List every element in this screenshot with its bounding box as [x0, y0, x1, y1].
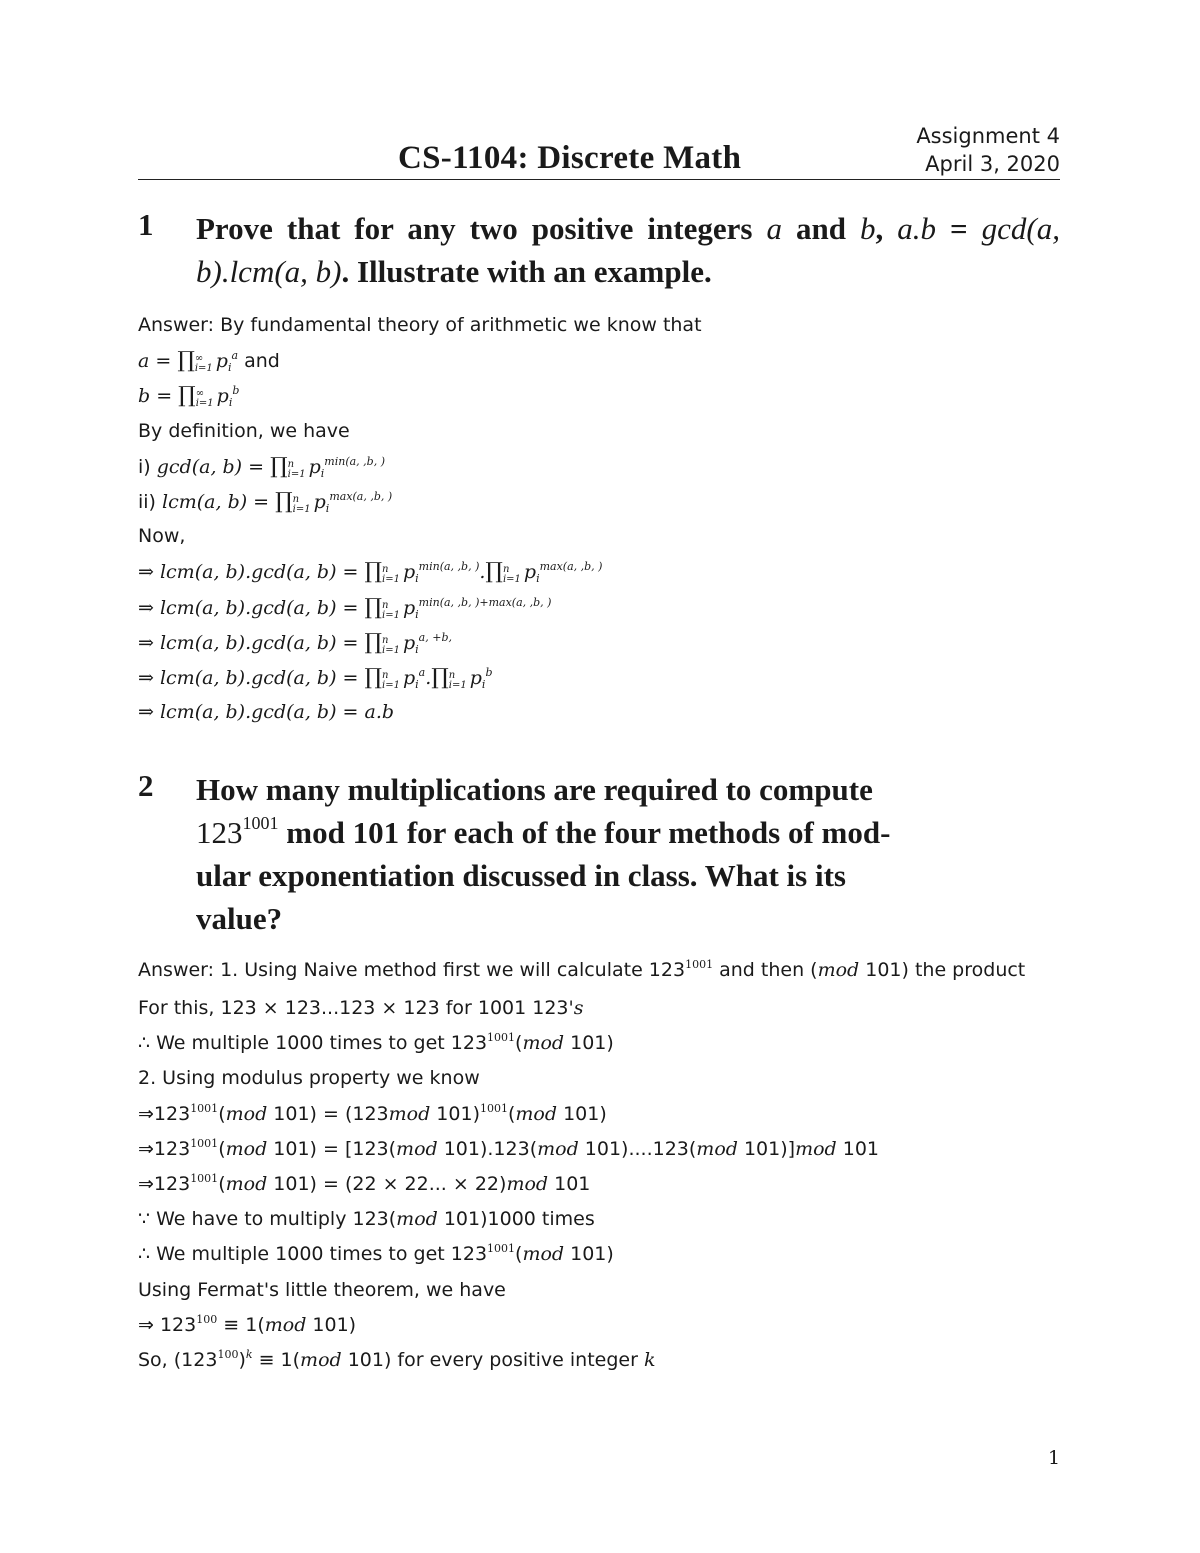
math-exp: 1001: [190, 1101, 219, 1115]
math-lhs: b =: [138, 385, 179, 408]
heading-line: [196, 811, 1060, 854]
answer-text: 101) = [123(: [267, 1137, 397, 1160]
heading-exp: 1001: [242, 813, 279, 833]
page-number: 1: [1048, 1447, 1061, 1469]
answer-text: ⇒123: [138, 1137, 191, 1160]
math-p: p: [469, 666, 482, 689]
limit-top: n: [382, 669, 389, 681]
math-p: p: [215, 350, 228, 373]
answer-text: (: [218, 1102, 226, 1125]
answer-text: ⇒ 123: [138, 1313, 197, 1336]
answer-line: [138, 1237, 1060, 1272]
answer-text: Answer: 1. Using Naive method first we will calculate 123: [138, 959, 686, 981]
math-sub: i: [415, 642, 419, 656]
answer-text: ∴ We multiple 1000 times to get 123: [138, 1032, 488, 1055]
math-exp: a, +b,: [418, 630, 452, 644]
math-italic: k: [643, 1348, 656, 1371]
math-rhs: a.b: [364, 701, 395, 724]
math-exp: b: [485, 665, 493, 679]
heading-expr-ab: a.b: [897, 211, 936, 246]
header-meta: [916, 122, 1060, 178]
limit-bottom: i=1: [448, 679, 467, 691]
answer-text: So, (123: [138, 1348, 218, 1371]
answer-line: [138, 1132, 1060, 1167]
header-rule: [138, 179, 1060, 180]
section-2-number: 2: [138, 768, 154, 803]
math-lhs: gcd(a, b) =: [156, 455, 271, 478]
math-lhs: lcm(a, b).gcd(a, b) =: [159, 596, 365, 619]
answer-line: [138, 1061, 1060, 1096]
implies-arrow: ⇒: [138, 561, 160, 584]
product-symbol: ∏: [270, 453, 288, 479]
math-p: p: [402, 631, 416, 654]
answer-text: and: [238, 350, 280, 373]
answer-text: and then (: [713, 959, 818, 981]
answer-text: (: [515, 1243, 523, 1266]
answer-line: By definition, we have: [138, 419, 350, 442]
answer-line: [138, 590, 1060, 625]
math-p: p: [308, 455, 321, 478]
math-p: p: [402, 666, 416, 689]
section-1-number: 1: [138, 207, 154, 242]
product-limits: [382, 636, 400, 656]
implies-arrow: ⇒: [138, 666, 160, 689]
answer-line: [138, 660, 1060, 695]
answer-line: [138, 695, 1060, 730]
product-symbol: ∏: [177, 348, 195, 374]
math-sub: i: [415, 572, 419, 586]
math-sub: i: [228, 396, 233, 410]
math-italic: 's: [568, 997, 584, 1019]
answer-line: [138, 449, 1060, 484]
math-dot: .: [425, 666, 432, 689]
math-exp: min(a, ,b, )+max(a, ,b, ): [418, 595, 552, 609]
answer-text: ≡ 1(: [252, 1348, 301, 1371]
answer-line: [138, 378, 1060, 413]
implies-arrow: ⇒: [138, 596, 160, 619]
answer-line: [138, 1308, 1060, 1343]
answer-text: For this, 123 × 123...123 × 123 for 1001 123: [138, 997, 569, 1019]
answer-text: ≡ 1(: [217, 1313, 265, 1336]
math-lhs: lcm(a, b).gcd(a, b) =: [159, 631, 365, 654]
limit-top: n: [287, 458, 295, 470]
math-italic: mod: [522, 1032, 565, 1055]
answer-line: [138, 625, 1060, 660]
math-italic: mod: [225, 1137, 268, 1160]
math-sub: i: [227, 361, 232, 375]
math-lhs: a =: [138, 350, 178, 373]
math-exp: max(a, ,b, ): [539, 560, 603, 574]
heading-line: ular exponentiation discussed in class. What is its: [196, 858, 846, 893]
math-exp: 100: [217, 1347, 239, 1361]
section-1-heading: [196, 207, 1060, 293]
math-exp: 1001: [685, 958, 714, 971]
answer-text: ∵ We have to multiply 123(: [138, 1208, 397, 1231]
answer-line: [138, 484, 1060, 519]
answer-line: [138, 991, 1060, 1026]
math-sub: i: [320, 466, 325, 480]
answer-text: 101: [548, 1172, 591, 1195]
answer-text: 101): [564, 1032, 614, 1055]
math-lhs: lcm(a, b).gcd(a, b) =: [159, 701, 365, 724]
answer-text: 2. Using modulus property we know: [138, 1067, 480, 1090]
heading-var-a: a: [766, 211, 782, 246]
answer-text: 101) = (22 × 22... × 22): [267, 1172, 507, 1195]
heading-text: ,: [875, 211, 898, 246]
answer-text: (: [507, 1102, 516, 1125]
answer-line: Now,: [138, 525, 186, 548]
math-italic: mod: [396, 1208, 438, 1231]
heading-text: and: [781, 211, 860, 246]
product-symbol: ∏: [485, 559, 503, 585]
answer-line: [138, 1097, 1060, 1132]
math-p: p: [313, 490, 326, 513]
answer-text: (: [218, 1137, 226, 1160]
answer-text: ⇒123: [138, 1102, 191, 1125]
answer-text: 101): [557, 1102, 607, 1125]
answer-text: Using Fermat's little theorem, we have: [138, 1278, 506, 1301]
math-italic: mod: [396, 1137, 438, 1160]
product-symbol: ∏: [364, 629, 383, 655]
answer-text: 101: [836, 1137, 879, 1160]
limit-bottom: i=1: [194, 363, 213, 375]
limit-bottom: i=1: [382, 644, 400, 656]
math-sub: i: [415, 677, 419, 691]
limit-bottom: i=1: [502, 574, 521, 586]
limit-bottom: i=1: [382, 574, 400, 586]
limit-bottom: i=1: [195, 398, 214, 410]
math-exp: 1001: [190, 1136, 219, 1150]
answer-text: 101)1000 times: [437, 1208, 595, 1231]
product-limits: [288, 460, 306, 480]
product-symbol: ∏: [178, 383, 196, 409]
product-symbol: ∏: [364, 594, 383, 620]
math-italic: mod: [522, 1243, 565, 1266]
product-limits: [293, 495, 311, 515]
math-sub: i: [536, 572, 540, 586]
answer-line: [138, 1273, 1060, 1308]
answer-text: (: [218, 1172, 226, 1195]
math-sub: i: [415, 607, 419, 621]
math-italic: mod: [537, 1137, 579, 1160]
limit-top: n: [382, 634, 389, 646]
section-2-answer: [138, 956, 1060, 1378]
section-1: [138, 207, 1060, 293]
product-symbol: ∏: [275, 488, 293, 514]
answer-line: [138, 343, 1060, 378]
math-sub: i: [481, 677, 486, 691]
limit-top: n: [382, 599, 389, 611]
answer-line: [138, 1167, 1060, 1202]
limit-bottom: i=1: [287, 468, 306, 480]
math-dot: .: [479, 561, 486, 584]
product-symbol: ∏: [431, 664, 449, 690]
math-exp: max(a, ,b, ): [329, 489, 393, 503]
math-italic: mod: [388, 1102, 431, 1125]
limit-top: n: [292, 493, 300, 505]
math-italic: mod: [515, 1102, 558, 1125]
math-exp: 100: [196, 1312, 218, 1326]
assignment-label: Assignment 4: [916, 124, 1060, 148]
product-limits: [382, 565, 400, 585]
math-italic: mod: [817, 959, 860, 981]
heading-line: How many multiplications are required to compute: [196, 772, 873, 807]
math-p: p: [523, 561, 537, 584]
implies-arrow: ⇒: [138, 631, 160, 654]
answer-line: [138, 1343, 1060, 1378]
answer-text: 101): [430, 1102, 480, 1125]
answer-text: ∴ We multiple 1000 times to get 123: [138, 1243, 488, 1266]
math-exp: 1001: [487, 1242, 516, 1256]
answer-text: 101).123(: [437, 1137, 538, 1160]
section-2: [138, 768, 1060, 940]
answer-text: i): [138, 455, 157, 478]
heading-base: 123: [196, 815, 243, 850]
product-limits: [503, 565, 521, 585]
math-exp: min(a, ,b, ): [324, 454, 385, 468]
math-italic: mod: [795, 1137, 837, 1160]
answer-text: 101): [306, 1313, 357, 1336]
limit-top: ∞: [194, 353, 204, 365]
answer-text: ): [238, 1348, 246, 1371]
course-title: CS-1104: Discrete Math: [398, 140, 742, 176]
answer-text: 101)....123(: [578, 1137, 697, 1160]
math-italic: mod: [696, 1137, 738, 1160]
math-exp: 1001: [190, 1171, 219, 1185]
math-p: p: [402, 561, 416, 584]
answer-text: ⇒123: [138, 1172, 191, 1195]
answer-line: [138, 1026, 1060, 1061]
answer-line: [138, 956, 1060, 985]
math-p: p: [402, 596, 416, 619]
limit-top: n: [502, 564, 510, 576]
answer-text: 101)]: [737, 1137, 796, 1160]
limit-top: ∞: [195, 388, 205, 400]
answer-text: 101) the product: [859, 959, 1026, 981]
product-limits: [195, 354, 213, 374]
math-exp: min(a, ,b, ): [418, 560, 480, 574]
math-lhs: lcm(a, b).gcd(a, b) =: [159, 561, 365, 584]
assignment-date: April 3, 2020: [925, 152, 1060, 176]
answer-text: 101): [564, 1243, 614, 1266]
limit-top: n: [382, 564, 389, 576]
product-limits: [382, 671, 400, 691]
heading-text: mod 101 for each of the four methods of mod-: [278, 815, 891, 850]
heading-expr-gcdlcm: gcd(a, b).lcm(a, b): [196, 211, 1060, 289]
math-sub: i: [325, 501, 330, 515]
math-exp: b: [232, 384, 240, 398]
math-exp: a: [231, 349, 239, 363]
math-p: p: [216, 385, 229, 408]
heading-text: . Illustrate with an example.: [341, 254, 712, 289]
section-1-answer: [138, 308, 1060, 730]
section-2-heading: [196, 768, 1060, 940]
math-exp: 1001: [487, 1031, 516, 1045]
math-italic: mod: [506, 1172, 549, 1195]
math-italic: mod: [225, 1172, 268, 1195]
math-exp: a: [418, 665, 426, 679]
answer-text: 101) for every positive integer: [341, 1348, 644, 1371]
math-exp: k: [245, 1347, 253, 1361]
implies-arrow: ⇒: [138, 701, 160, 724]
heading-text: =: [935, 211, 982, 246]
answer-text: ii): [138, 490, 163, 513]
math-italic: mod: [264, 1313, 307, 1336]
limit-bottom: i=1: [382, 679, 400, 691]
math-exp: 1001: [479, 1101, 508, 1115]
product-limits: [196, 389, 214, 409]
product-symbol: ∏: [364, 664, 383, 690]
product-limits: [382, 601, 400, 621]
heading-var-b: b: [859, 211, 876, 246]
math-italic: mod: [300, 1348, 342, 1371]
math-lhs: lcm(a, b).gcd(a, b) =: [159, 666, 365, 689]
product-symbol: ∏: [364, 559, 383, 585]
answer-line: [138, 554, 1060, 589]
answer-text: 101) = (123: [267, 1102, 389, 1125]
answer-text: (: [515, 1032, 523, 1055]
answer-line: [138, 1202, 1060, 1237]
product-limits: [449, 671, 467, 691]
answer-line: Answer: By fundamental theory of arithmetic we know that: [138, 314, 702, 336]
heading-text: Prove that for any two positive integers: [196, 211, 767, 246]
limit-bottom: i=1: [292, 503, 311, 515]
heading-line: value?: [196, 901, 283, 936]
math-italic: mod: [225, 1102, 268, 1125]
limit-top: n: [448, 669, 456, 681]
math-lhs: lcm(a, b) =: [162, 490, 276, 513]
limit-bottom: i=1: [382, 609, 400, 621]
